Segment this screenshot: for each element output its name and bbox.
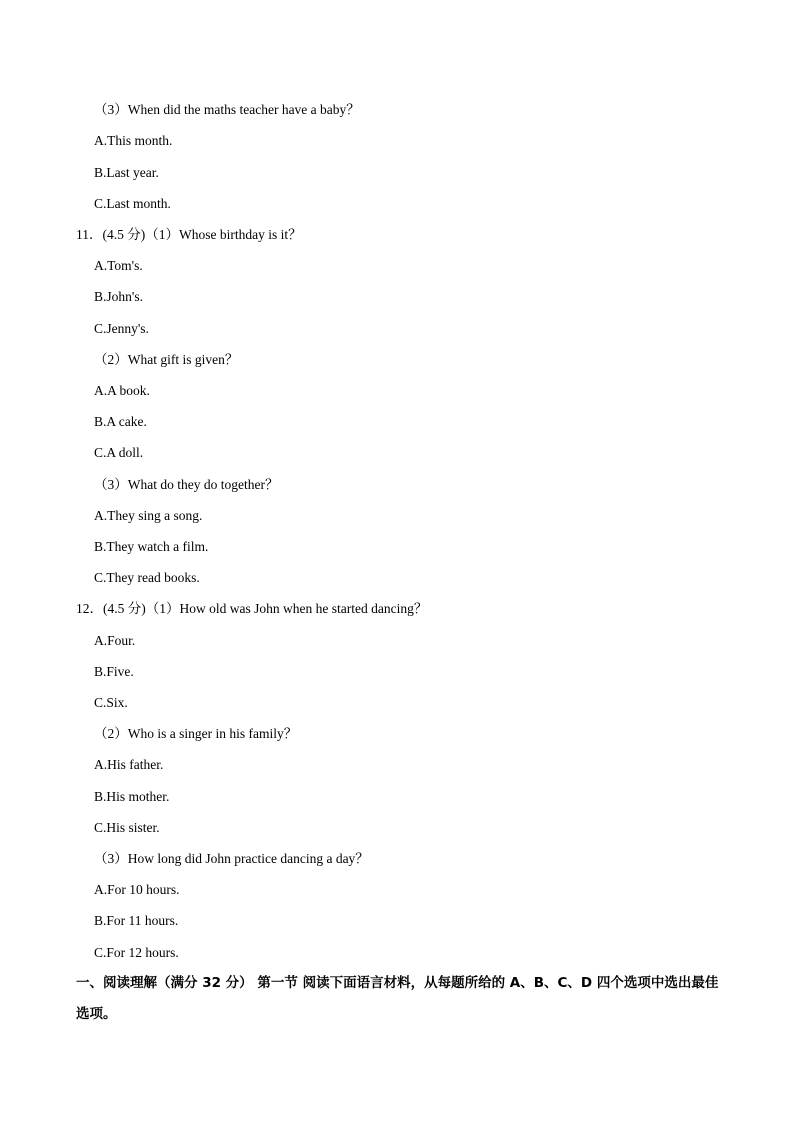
q12-sub2-option-c: C.His sister. [94, 820, 160, 835]
q10-sub3-option-c: C.Last month. [94, 196, 171, 211]
q12-sub3-option-a: A.For 10 hours. [94, 882, 180, 897]
q11-sub2-option-b: B.A cake. [94, 414, 147, 429]
q11-sub3-option-c: C.They read books. [94, 570, 200, 585]
q12-sub1-option-a: A.Four. [94, 633, 136, 648]
q11-sub3-option-a: A.They sing a song. [94, 508, 203, 523]
q12-sub3-option-b: B.For 11 hours. [94, 913, 179, 928]
section-heading-reading-comprehension: 一、阅读理解（满分 32 分） 第一节 阅读下面语言材料，从每题所给的 A、B、C、D 四个选项中选出最佳选项。 [76, 975, 719, 1022]
q11-sub3-question: （3）What do they do together？ [94, 477, 279, 492]
q11-sub1-option-c: C.Jenny's. [94, 321, 149, 336]
q11-sub3-option-b: B.They watch a film. [94, 539, 209, 554]
q11-sub2-option-c: C.A doll. [94, 445, 144, 460]
q12-sub2-option-a: A.His father. [94, 757, 164, 772]
q12-sub2-question: （2）Who is a singer in his family？ [94, 726, 298, 741]
q12-heading: 12．(4.5 分)（1）How old was John when he started dancing？ [76, 601, 428, 616]
q12-sub3-option-c: C.For 12 hours. [94, 945, 179, 960]
q10-sub3-question: （3）When did the maths teacher have a baby？ [94, 102, 360, 117]
q11-sub2-option-a: A.A book. [94, 383, 150, 398]
q11-heading: 11．(4.5 分)（1）Whose birthday is it？ [76, 227, 302, 242]
q12-sub3-question: （3）How long did John practice dancing a day？ [94, 851, 369, 866]
q12-sub2-option-b: B.His mother. [94, 789, 170, 804]
q11-sub1-option-b: B.John's. [94, 289, 143, 304]
q11-sub1-option-a: A.Tom's. [94, 258, 143, 273]
q12-sub1-option-b: B.Five. [94, 664, 134, 679]
q10-sub3-option-b: B.Last year. [94, 165, 159, 180]
q12-sub1-option-c: C.Six. [94, 695, 128, 710]
q10-sub3-option-a: A.This month. [94, 133, 173, 148]
q11-sub2-question: （2）What gift is given？ [94, 352, 239, 367]
